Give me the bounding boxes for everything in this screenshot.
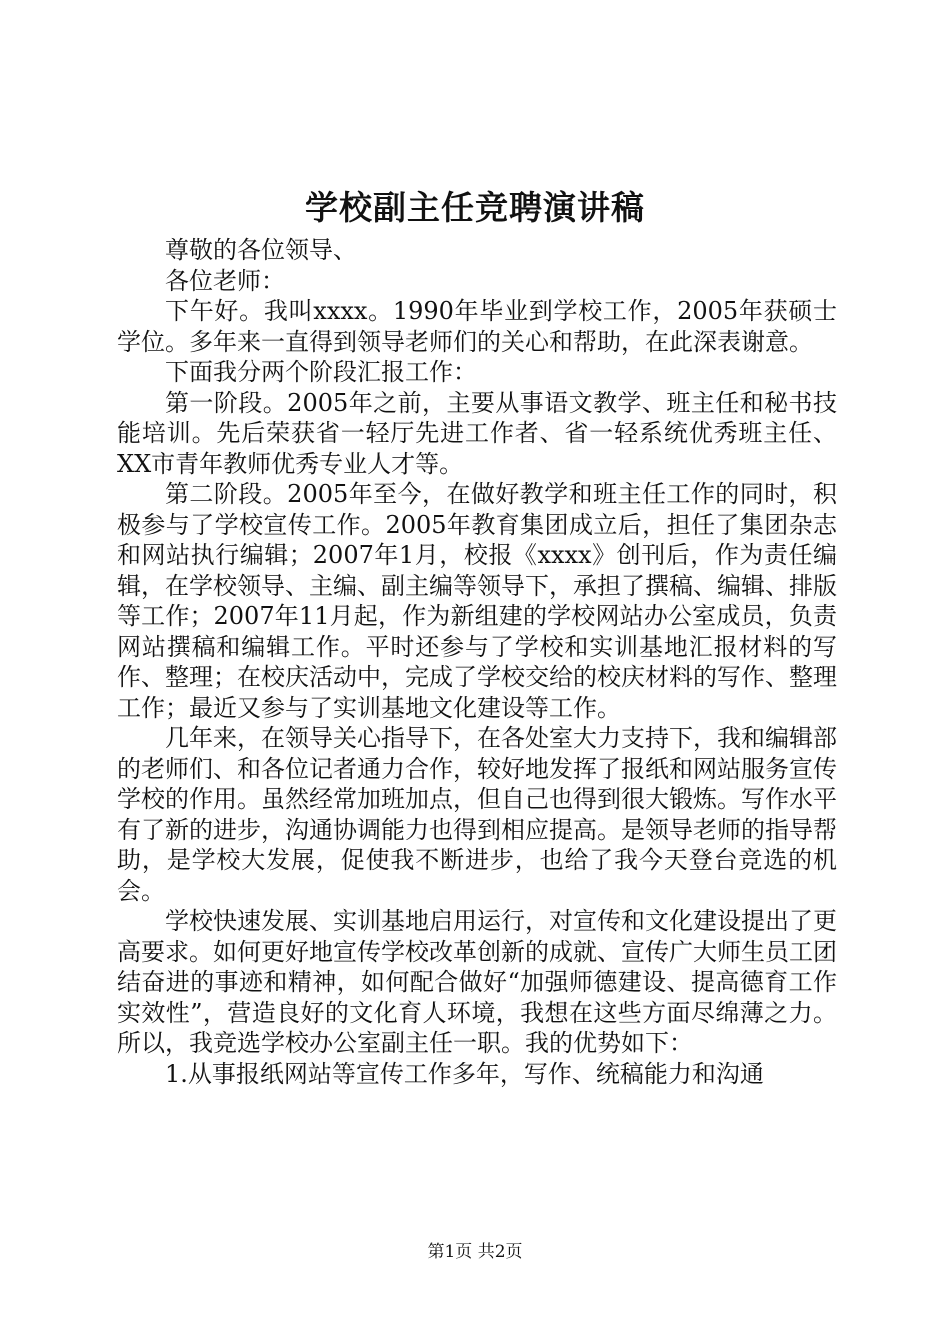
salutation-teachers: 各位老师： — [165, 266, 285, 295]
paragraph-report-intro: 下面我分两个阶段汇报工作： — [165, 358, 477, 386]
page-number-footer: 第1页 共2页 — [427, 1242, 523, 1262]
document-title: 学校副主任竞聘演讲稿 — [305, 188, 645, 227]
paragraph-advantage-one: 1.从事报纸网站等宣传工作多年，写作、统稿能力和沟通 — [165, 1059, 764, 1088]
paragraph-stage-one: 第一阶段。2005年之前，主要从事语文教学、班主任和秘书技能培训。先后荣获省一轻厅先进工作者、省一轻系统优秀班主任、XX市青年教师优秀专业人才等。 — [117, 388, 837, 478]
paragraph-introduction: 下午好。我叫xxxx。1990年毕业到学校工作，2005年获硕士学位。多年来一直得到领导老师们的关心和帮助，在此深表谢意。 — [117, 297, 837, 356]
paragraph-stage-two: 第二阶段。2005年至今，在做好教学和班主任工作的同时，积极参与了学校宣传工作。2005年教育集团成立后，担任了集团杂志和网站执行编辑；2007年1月，校报《xxxx》创刊后，作为责任编辑，在学校领导、主编、副主编等领导下，承担了撰稿、编辑、排版等工作；2007年11月起，作为新组建的学校网站办公室成员，负责网站撰稿和编辑工作。平时还参与了学校和实训基地汇报材料的写作、整理；在校庆活动中，完成了学校交给的校庆材料的写作、整理工作；最近又参与了实训基地文化建设等工作。 — [117, 480, 837, 722]
paragraph-reflection: 几年来，在领导关心指导下，在各处室大力支持下，我和编辑部的老师们、和各位记者通力合作，较好地发挥了报纸和网站服务宣传学校的作用。虽然经常加班加点，但自己也得到很大锻炼。写作水平有了新的进步，沟通协调能力也得到相应提高。是领导老师的指导帮助，是学校大发展，促使我不断进步，也给了我今天登台竞选的机会。 — [117, 724, 837, 905]
paragraph-motivation: 学校快速发展、实训基地启用运行，对宣传和文化建设提出了更高要求。如何更好地宣传学校改革创新的成就、宣传广大师生员工团结奋进的事迹和精神，如何配合做好“加强师德建设、提高德育工作实效性”，营造良好的文化育人环境，我想在这些方面尽绵薄之力。所以，我竞选学校办公室副主任一职。我的优势如下： — [117, 907, 837, 1057]
document-body — [117, 235, 837, 1089]
salutation-leaders: 尊敬的各位领导、 — [165, 236, 357, 264]
